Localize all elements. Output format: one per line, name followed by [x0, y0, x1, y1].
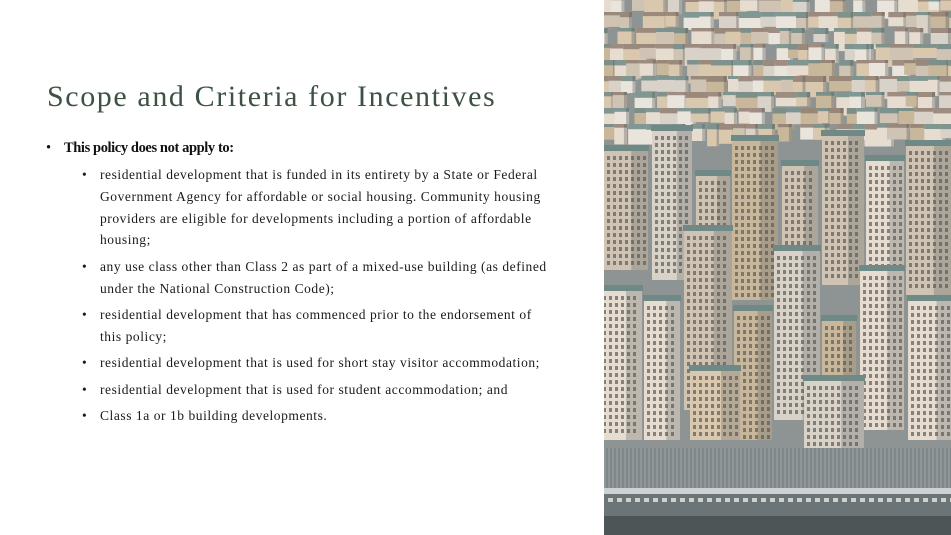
bullet-marker: • — [46, 140, 51, 156]
list-item — [82, 256, 552, 300]
bullet-marker: • — [82, 381, 88, 397]
lead-text: This policy does not apply to: — [64, 140, 234, 156]
exclusion-list — [82, 164, 552, 431]
list-item-text: residential development that is used for student accommodation; and — [100, 381, 509, 397]
bullet-marker: • — [82, 407, 88, 423]
city-apartment-blocks-photo — [604, 0, 951, 535]
city-illustration — [604, 0, 951, 535]
list-item-text: residential development that is funded in its entirety by a State or Federal Government Agency for affordable or social housing. Community housing providers are eligible for developments including a portion of affordable housing; — [100, 167, 541, 248]
list-item — [82, 304, 552, 348]
list-item — [82, 352, 552, 374]
list-item-text: Class 1a or 1b building developments. — [100, 407, 328, 423]
list-item-text: residential development that is used for short stay visitor accommodation; — [100, 355, 540, 371]
slide-title: Scope and Criteria for Incentives — [47, 80, 497, 113]
bullet-marker: • — [82, 355, 88, 371]
bullet-marker: • — [82, 167, 88, 182]
list-item-text: residential development that has commenced prior to the endorsement of this policy; — [100, 306, 532, 344]
list-item-text: any use class other than Class 2 as part of a mixed-use building (as defined under the National Construction Code); — [100, 258, 547, 296]
text-panel — [46, 0, 586, 535]
bullet-marker: • — [82, 306, 88, 322]
list-item — [82, 164, 552, 251]
bullet-marker: • — [82, 258, 88, 274]
list-item — [82, 379, 552, 401]
list-item — [82, 405, 552, 427]
